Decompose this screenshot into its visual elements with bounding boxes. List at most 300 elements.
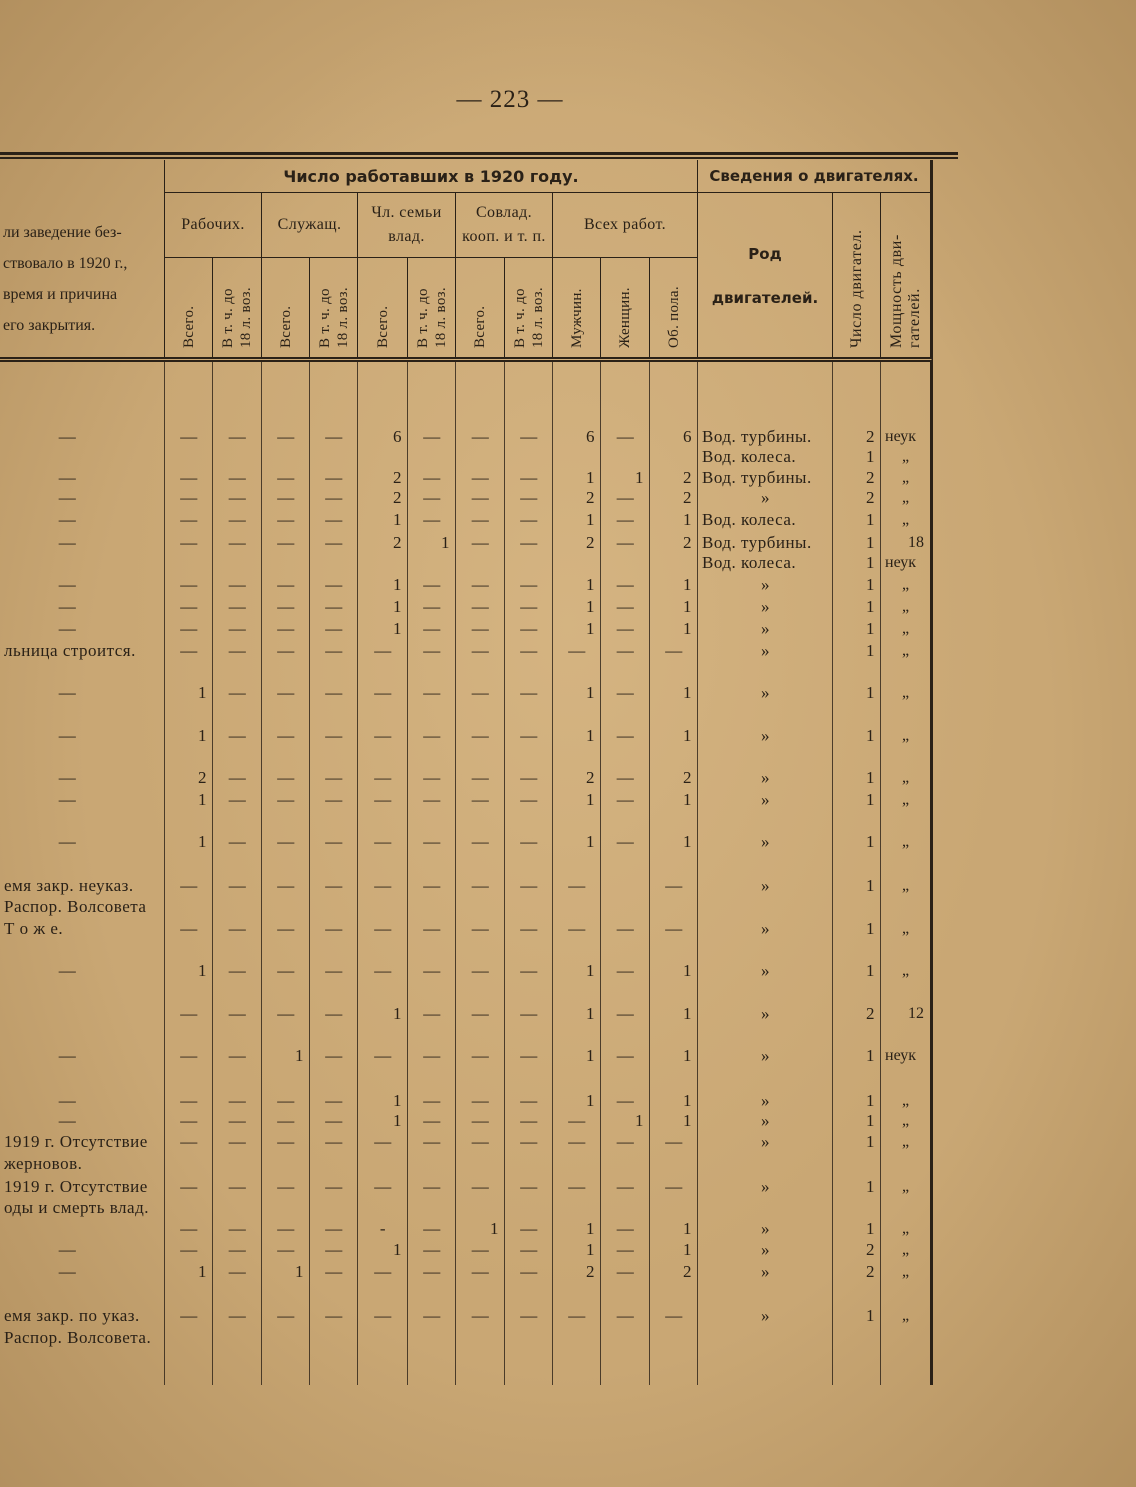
cell-coowners-under18: — xyxy=(520,1004,538,1023)
cell-both-sexes: 1 xyxy=(683,1219,692,1238)
cell-description xyxy=(0,552,165,574)
cell-workers-under18: — xyxy=(228,1219,247,1238)
cell-employees-under18 xyxy=(310,896,358,918)
cell-both-sexes: 1 xyxy=(683,1240,692,1259)
cell-coowners-total: — xyxy=(471,832,490,851)
cell-engine-count: 1 xyxy=(866,1091,875,1110)
cell-employees-total xyxy=(262,1197,310,1219)
cell-engine-power: „ xyxy=(901,489,910,506)
cell-engine-count: 2 xyxy=(866,488,875,507)
table-row xyxy=(0,574,930,596)
cell-employees-total: — xyxy=(277,597,295,616)
cell-men: 6 xyxy=(586,427,595,446)
table-row xyxy=(0,1090,930,1112)
cell-family-under18: — xyxy=(423,510,441,529)
sub-label: Женщин. xyxy=(617,287,633,348)
cell-workers-total xyxy=(165,1197,213,1219)
cell-workers-under18: — xyxy=(228,1046,247,1065)
cell-engine-power: „ xyxy=(901,769,910,786)
cell-both-sexes: 1 xyxy=(683,1004,692,1023)
cell-engine-power: неук xyxy=(885,428,917,445)
cell-employees-under18: — xyxy=(325,1306,343,1325)
cell-both-sexes xyxy=(650,1327,698,1349)
cell-workers-under18: — xyxy=(228,790,247,809)
cell-workers-total: — xyxy=(180,1046,198,1065)
cell-workers-total: — xyxy=(180,488,198,507)
cell-family-total: 2 xyxy=(393,488,402,507)
cell-engine-power: неук xyxy=(885,1047,917,1064)
cell-coowners-total xyxy=(456,1153,505,1175)
cell-description: — xyxy=(58,468,77,487)
cell-employees-total: — xyxy=(277,510,295,529)
cell-coowners-total: — xyxy=(471,919,490,938)
cell-workers-under18: — xyxy=(228,832,247,851)
cell-coowners-total xyxy=(456,552,505,574)
cell-employees-under18: — xyxy=(325,1177,343,1196)
cell-employees-total: — xyxy=(277,790,295,809)
group-workers: Рабочих. xyxy=(165,193,262,258)
engine-power-label-line: гателей. xyxy=(905,288,923,348)
cell-description: — xyxy=(58,1091,77,1110)
cell-family-total: — xyxy=(374,961,392,980)
cell-employees-total: 1 xyxy=(295,1262,304,1281)
cell-description: — xyxy=(58,790,77,809)
cell-employees-total: — xyxy=(277,1240,295,1259)
cell-engine-type xyxy=(698,1153,833,1175)
header-description xyxy=(0,160,165,358)
cell-family-total: — xyxy=(374,768,392,787)
group-all-workers: Всех работ. xyxy=(553,193,698,258)
cell-both-sexes: 2 xyxy=(683,533,692,552)
cell-engine-count: 1 xyxy=(866,768,875,787)
cell-coowners-total: — xyxy=(471,961,490,980)
cell-coowners-under18: — xyxy=(520,641,538,660)
table-row xyxy=(0,896,930,918)
cell-family-under18: — xyxy=(423,641,441,660)
cell-women: — xyxy=(616,1004,635,1023)
cell-workers-total: — xyxy=(180,1004,198,1023)
cell-men xyxy=(553,552,601,574)
cell-workers-under18: — xyxy=(228,1111,247,1130)
cell-engine-type: » xyxy=(761,641,770,660)
sub-label: Мужчин. xyxy=(568,288,585,348)
table-row xyxy=(0,596,930,618)
sub-label-line: 18 л. воз. xyxy=(238,287,254,348)
cell-engine-power: „ xyxy=(901,1263,910,1280)
cell-family-under18: — xyxy=(423,1262,441,1281)
cell-engine-count: 1 xyxy=(866,619,875,638)
cell-men: — xyxy=(568,876,586,895)
engine-type-header xyxy=(698,193,833,358)
cell-family-under18: — xyxy=(423,1177,441,1196)
cell-family-total xyxy=(358,1153,408,1175)
cell-family-total: 1 xyxy=(393,1240,402,1259)
cell-women xyxy=(601,875,650,897)
cell-workers-under18: — xyxy=(228,1091,247,1110)
cell-employees-total: — xyxy=(277,488,295,507)
cell-description xyxy=(0,446,165,468)
cell-workers-under18: — xyxy=(228,488,247,507)
cell-both-sexes xyxy=(650,896,698,918)
table-row xyxy=(0,875,930,897)
cell-both-sexes: 2 xyxy=(683,1262,692,1281)
cell-description: — xyxy=(58,575,77,594)
cell-women: — xyxy=(616,575,635,594)
cell-coowners-total xyxy=(456,1197,505,1219)
cell-employees-total xyxy=(262,1327,310,1349)
cell-men: — xyxy=(568,1306,586,1325)
cell-both-sexes xyxy=(650,1153,698,1175)
cell-engine-count: 1 xyxy=(866,553,875,572)
cell-women: — xyxy=(616,1262,635,1281)
cell-employees-under18: — xyxy=(325,533,343,552)
cell-description: 1919 г. Отсутствие xyxy=(4,1177,148,1196)
cell-engine-count: 1 xyxy=(866,597,875,616)
cell-description xyxy=(0,1218,165,1240)
cell-family-total: — xyxy=(374,790,392,809)
engine-power-header xyxy=(881,193,930,358)
cell-engine-type: Вод. турбины. xyxy=(702,533,812,552)
cell-engine-type xyxy=(698,1197,833,1219)
cell-men: 1 xyxy=(586,1219,595,1238)
cell-workers-total: 1 xyxy=(198,790,207,809)
cell-men xyxy=(553,1327,601,1349)
cell-women: 1 xyxy=(635,1111,644,1130)
cell-engine-power: 18 xyxy=(908,534,924,551)
cell-women xyxy=(601,1153,650,1175)
cell-coowners-total: — xyxy=(471,790,490,809)
cell-coowners-total: — xyxy=(471,1177,490,1196)
engine-count-label: Число двигател. xyxy=(847,229,865,348)
cell-workers-total: 1 xyxy=(198,726,207,745)
cell-workers-total: 2 xyxy=(198,768,207,787)
top-rule-thin xyxy=(0,157,958,159)
cell-family-total: — xyxy=(374,1046,392,1065)
cell-employees-total: — xyxy=(277,832,295,851)
cell-engine-type: » xyxy=(761,1262,770,1281)
cell-description: оды и смерть влад. xyxy=(4,1198,149,1217)
cell-employees-total xyxy=(262,1153,310,1175)
sub-employees-total xyxy=(262,258,310,358)
cell-workers-under18: — xyxy=(228,510,247,529)
cell-workers-total xyxy=(165,552,213,574)
cell-family-under18: — xyxy=(423,1046,441,1065)
cell-employees-total: — xyxy=(277,533,295,552)
cell-employees-under18: — xyxy=(325,876,343,895)
table-row xyxy=(0,1239,930,1261)
cell-employees-under18: — xyxy=(325,1132,343,1151)
group-family-line: Чл. семьи xyxy=(371,204,442,221)
cell-men: — xyxy=(568,641,586,660)
cell-engine-power: „ xyxy=(901,877,910,894)
cell-employees-under18 xyxy=(310,1327,358,1349)
cell-workers-under18: — xyxy=(228,1177,247,1196)
cell-family-total: 1 xyxy=(393,619,402,638)
cell-coowners-under18: — xyxy=(520,832,538,851)
cell-family-total: — xyxy=(374,919,392,938)
cell-employees-under18: — xyxy=(325,1004,343,1023)
cell-engine-type: » xyxy=(761,1091,770,1110)
cell-engine-count: 1 xyxy=(866,1177,875,1196)
group-employees: Служащ. xyxy=(262,193,358,258)
cell-men xyxy=(553,1153,601,1175)
cell-women: — xyxy=(616,683,635,702)
cell-family-under18: — xyxy=(423,832,441,851)
table-row xyxy=(0,1176,930,1198)
cell-family-under18 xyxy=(408,1197,456,1219)
engine-power-label-line: Мощность дви- xyxy=(887,234,905,348)
cell-both-sexes: 2 xyxy=(683,468,692,487)
cell-men: 1 xyxy=(586,1046,595,1065)
cell-engine-type: » xyxy=(761,1306,770,1325)
cell-engine-power: 12 xyxy=(908,1005,924,1022)
cell-employees-under18: — xyxy=(325,1111,343,1130)
cell-workers-under18 xyxy=(213,1197,262,1219)
cell-employees-under18: — xyxy=(325,575,343,594)
cell-coowners-under18: — xyxy=(520,790,538,809)
cell-coowners-under18: — xyxy=(520,427,538,446)
cell-description: 1919 г. Отсутствие xyxy=(4,1132,148,1151)
table-row xyxy=(0,467,930,489)
cell-family-under18: — xyxy=(423,427,441,446)
cell-engine-type: » xyxy=(761,768,770,787)
cell-engine-type: » xyxy=(761,619,770,638)
cell-employees-under18 xyxy=(310,446,358,468)
top-rule xyxy=(0,152,958,155)
cell-family-under18: — xyxy=(423,1111,441,1130)
cell-workers-under18 xyxy=(213,1153,262,1175)
cell-women: — xyxy=(616,533,635,552)
cell-employees-total: — xyxy=(277,726,295,745)
cell-workers-total: — xyxy=(180,1240,198,1259)
cell-both-sexes: 6 xyxy=(683,427,692,446)
cell-engine-count: 1 xyxy=(866,575,875,594)
cell-engine-count: 1 xyxy=(866,1306,875,1325)
cell-women: — xyxy=(616,597,635,616)
cell-engine-power: „ xyxy=(901,1307,910,1324)
cell-workers-total: 1 xyxy=(198,961,207,980)
sub-workers-under18 xyxy=(213,258,262,358)
cell-engine-count: 1 xyxy=(866,961,875,980)
cell-both-sexes: 1 xyxy=(683,1111,692,1130)
cell-description: — xyxy=(58,832,77,851)
cell-workers-total: — xyxy=(180,533,198,552)
cell-engine-count: 1 xyxy=(866,1132,875,1151)
cell-engine-count: 1 xyxy=(866,790,875,809)
cell-both-sexes: — xyxy=(665,641,683,660)
table-row xyxy=(0,446,930,468)
table-row xyxy=(0,918,930,940)
cell-family-total: 1 xyxy=(393,1091,402,1110)
table-body xyxy=(0,357,933,1385)
cell-family-total: — xyxy=(374,726,392,745)
cell-description: Т о ж е. xyxy=(4,919,64,938)
cell-men: 1 xyxy=(586,597,595,616)
cell-coowners-total: — xyxy=(471,1262,490,1281)
cell-description: — xyxy=(58,488,77,507)
cell-workers-total: — xyxy=(180,1219,198,1238)
cell-both-sexes: — xyxy=(665,1132,683,1151)
cell-workers-under18: — xyxy=(228,961,247,980)
cell-workers-under18: — xyxy=(228,726,247,745)
cell-employees-under18: — xyxy=(325,1046,343,1065)
cell-engine-power xyxy=(881,896,930,918)
cell-family-total: — xyxy=(374,1262,392,1281)
cell-engine-count xyxy=(833,1153,881,1175)
header-description-line: время и причина xyxy=(3,286,118,303)
cell-coowners-total: — xyxy=(471,488,490,507)
cell-coowners-under18: — xyxy=(520,1219,538,1238)
cell-family-total: — xyxy=(374,1177,392,1196)
table-row xyxy=(0,960,930,982)
cell-workers-under18 xyxy=(213,1327,262,1349)
cell-men: — xyxy=(568,919,586,938)
cell-coowners-under18 xyxy=(505,446,553,468)
cell-coowners-under18: — xyxy=(520,575,538,594)
cell-engine-power: „ xyxy=(901,1241,910,1258)
cell-employees-under18: — xyxy=(325,641,343,660)
cell-men: 1 xyxy=(586,575,595,594)
cell-workers-under18: — xyxy=(228,1306,247,1325)
table-row xyxy=(0,1261,930,1283)
cell-workers-under18: — xyxy=(228,641,247,660)
cell-coowners-under18 xyxy=(505,552,553,574)
sub-both-sexes xyxy=(650,258,698,358)
engine-count-header xyxy=(833,193,881,358)
cell-both-sexes: 1 xyxy=(683,961,692,980)
cell-women: — xyxy=(616,726,635,745)
cell-coowners-under18: — xyxy=(520,726,538,745)
cell-family-total: - xyxy=(379,1219,387,1238)
cell-coowners-total: — xyxy=(471,1240,490,1259)
cell-workers-under18: — xyxy=(228,597,247,616)
cell-engine-power: „ xyxy=(901,1178,910,1195)
cell-employees-under18: — xyxy=(325,468,343,487)
cell-family-under18: — xyxy=(423,468,441,487)
engine-power-label xyxy=(888,193,924,358)
cell-engine-count xyxy=(833,1197,881,1219)
cell-engine-power: „ xyxy=(901,1092,910,1109)
cell-workers-total xyxy=(165,1153,213,1175)
cell-both-sexes: 1 xyxy=(683,1091,692,1110)
cell-description: — xyxy=(58,619,77,638)
cell-engine-power: „ xyxy=(901,598,910,615)
cell-workers-under18: — xyxy=(228,619,247,638)
cell-family-total: 1 xyxy=(393,1004,402,1023)
table-row xyxy=(0,640,930,662)
cell-engine-type: » xyxy=(761,919,770,938)
sub-label: Всего. xyxy=(374,305,391,348)
cell-coowners-under18 xyxy=(505,1197,553,1219)
table-row xyxy=(0,1003,930,1025)
cell-women: — xyxy=(616,619,635,638)
cell-engine-count: 1 xyxy=(866,1046,875,1065)
cell-engine-power: „ xyxy=(901,511,910,528)
cell-family-under18: — xyxy=(423,1132,441,1151)
cell-workers-total: — xyxy=(180,1132,198,1151)
cell-women: — xyxy=(616,1219,635,1238)
cell-engine-type: Вод. турбины. xyxy=(702,427,812,446)
cell-engine-power: неук xyxy=(885,554,917,571)
cell-family-total: — xyxy=(374,641,392,660)
cell-coowners-total: 1 xyxy=(490,1219,499,1238)
cell-women: — xyxy=(616,768,635,787)
cell-employees-total: — xyxy=(277,427,295,446)
sub-employees-under18 xyxy=(310,258,358,358)
cell-family-under18: — xyxy=(423,575,441,594)
cell-engine-type: » xyxy=(761,1111,770,1130)
cell-women: — xyxy=(616,790,635,809)
cell-workers-total: — xyxy=(180,1091,198,1110)
header-description-line: ли заведение без- xyxy=(3,224,122,241)
cell-workers-total: — xyxy=(180,619,198,638)
cell-employees-under18: — xyxy=(325,619,343,638)
cell-family-under18: — xyxy=(423,768,441,787)
cell-family-under18: — xyxy=(423,597,441,616)
cell-men: 2 xyxy=(586,533,595,552)
page-number: — 223 — xyxy=(456,86,564,113)
cell-employees-total: — xyxy=(277,768,295,787)
cell-employees-under18: — xyxy=(325,1240,343,1259)
cell-description xyxy=(0,1003,165,1025)
cell-workers-under18: — xyxy=(228,468,247,487)
sub-label-line: В т. ч. до xyxy=(316,288,333,348)
cell-engine-power: „ xyxy=(901,642,910,659)
cell-women xyxy=(601,552,650,574)
cell-engine-count: 1 xyxy=(866,919,875,938)
cell-engine-count: 1 xyxy=(866,683,875,702)
cell-workers-under18: — xyxy=(228,919,247,938)
cell-engine-count: 1 xyxy=(866,876,875,895)
cell-both-sexes: 1 xyxy=(683,683,692,702)
cell-men: — xyxy=(568,1111,586,1130)
cell-employees-total: — xyxy=(277,961,295,980)
cell-employees-under18: — xyxy=(325,726,343,745)
cell-engine-count: 2 xyxy=(866,1004,875,1023)
cell-employees-under18: — xyxy=(325,510,343,529)
cell-coowners-under18: — xyxy=(520,1132,538,1151)
cell-description: — xyxy=(58,768,77,787)
cell-coowners-total: — xyxy=(471,1046,490,1065)
cell-men xyxy=(553,896,601,918)
cell-engine-count xyxy=(833,1327,881,1349)
table-row xyxy=(0,767,930,789)
cell-men: 1 xyxy=(586,726,595,745)
cell-both-sexes: 1 xyxy=(683,832,692,851)
cell-family-total: 1 xyxy=(393,597,402,616)
cell-workers-under18 xyxy=(213,552,262,574)
sub-label xyxy=(414,258,450,358)
cell-both-sexes: 1 xyxy=(683,726,692,745)
cell-women: — xyxy=(616,832,635,851)
cell-employees-under18: — xyxy=(325,919,343,938)
cell-description: — xyxy=(58,1262,77,1281)
cell-engine-power: „ xyxy=(901,684,910,701)
cell-family-under18: — xyxy=(423,619,441,638)
cell-both-sexes: 1 xyxy=(683,597,692,616)
cell-workers-total: — xyxy=(180,510,198,529)
table-row xyxy=(0,725,930,747)
cell-engine-type: » xyxy=(761,1132,770,1151)
cell-family-under18: — xyxy=(423,790,441,809)
cell-engine-power: „ xyxy=(901,1112,910,1129)
cell-engine-count xyxy=(833,896,881,918)
cell-employees-total xyxy=(262,446,310,468)
cell-coowners-total: — xyxy=(471,575,490,594)
cell-family-total: 2 xyxy=(393,533,402,552)
cell-women: — xyxy=(616,488,635,507)
cell-women: — xyxy=(616,1240,635,1259)
